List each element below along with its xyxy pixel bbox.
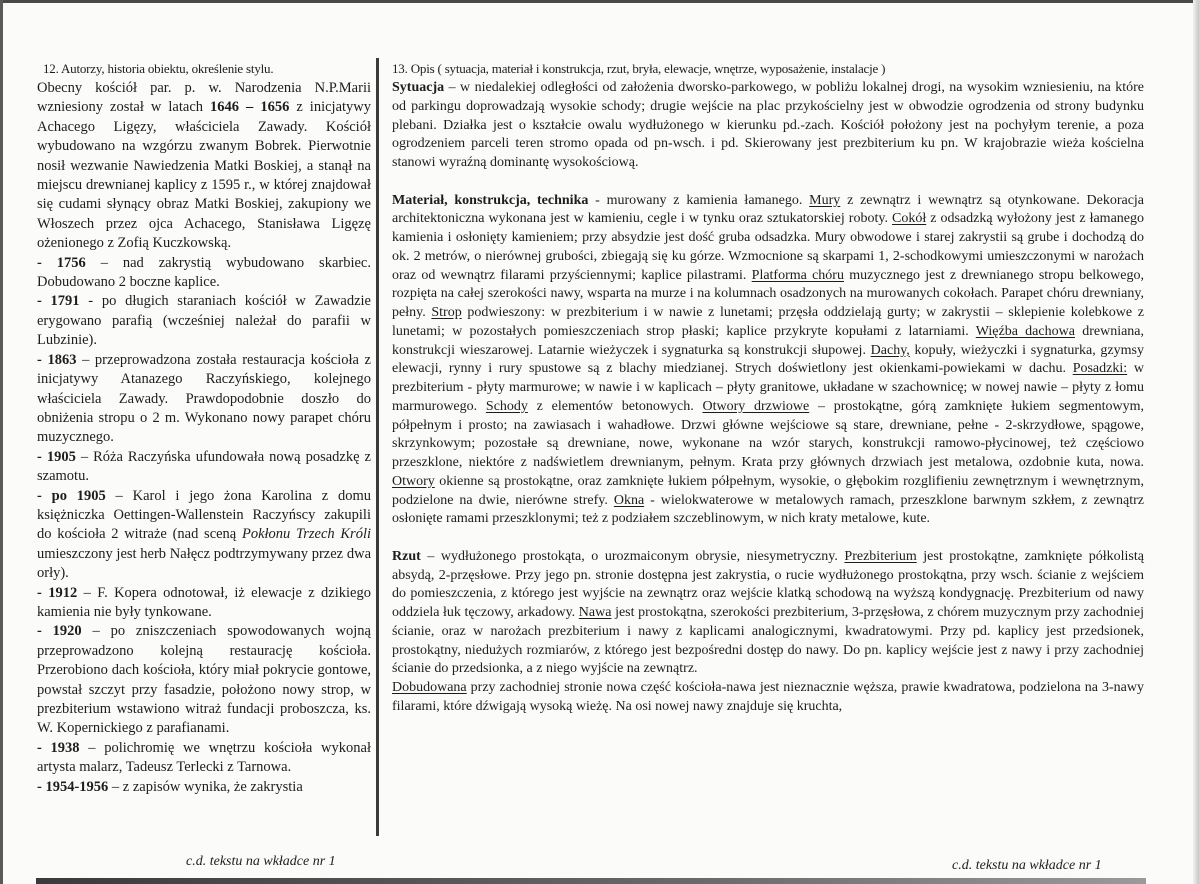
section-13-heading: 13. Opis ( sytuacja, materiał i konstrukcja, rzut, bryła, elewacje, wnętrze, wyposażenie, instalacje ) xyxy=(392,61,886,76)
scan-edge-bottom xyxy=(36,878,1146,884)
history-intro: Obecny kościół par. p. w. Narodzenia N.P.Marii wzniesiony został w latach 1646 – 1656 z inicjatywy Achacego Ligęzy, właściciela Zawady. Kościół wybudowano na wzgórzu zwanym Bobrek. Pierwotnie nosił wezwanie Nawiedzenia Matki Boskiej, a stanął na miejscu drewnianej kaplicy z 1595 r., w której znajdował się cudami słynący obraz Matki Boskiej, zakupiony we Włoszech przez ojca Achacego, Stanisława Ligęzę ożenionego z Zofią Kuczkowską. xyxy=(37,80,372,252)
history-body xyxy=(37,79,371,797)
history-entry-1954-1956: - 1954-1956 – z zapisów wynika, że zakrystia xyxy=(37,778,303,795)
description-body xyxy=(392,79,1144,717)
column-divider xyxy=(376,58,379,836)
history-entry-1920: - 1920 – po zniszczeniach spowodowanych wojną przeprowadzono kolejną restaurację kościoła. Przerobiono dach kościoła, który miał pokrycie gontowe, powstał szczyt przy fasadzie, położono nowy strop, w prezbiterium wstawiono witraż fundacji proboszcza, ks. W. Kopernickiego z parafianami. xyxy=(37,623,371,737)
history-entry-po-1905: - po 1905 – Karol i jego żona Karolina z domu księżniczka Oettingen-Wallenstein Raczyńscy zakupili do kościoła 2 witraże (nad sceną Pokłonu Trzech Króli umieszczony jest herb Nałęcz podtrzymywany przez dwa orły). xyxy=(37,487,372,582)
paragraph-material: Materiał, konstrukcja, technika - murowany z kamienia łamanego. Mury z zewnątrz i wewnątrz są otynkowane. Dekoracja architektoniczna wykonana jest w kamieniu, cegle i w tynku oraz sztukatorskiej roboty. Cokół z odsadzką wyłożony jest z łamanego kamienia i osłonięty kamieniem; przy absydzie jest dość gruba odsadzka. Mury obwodowe i starej zakrystii są grube i dochodzą do ok. 2 metrów, o nierównej grubości, zbiegają się ku górze. Wzmocnione są skarpami 1, 2-schodkowymi umieszczonymi w narożach oraz od wewnątrz filarami przyściennymi; kaplice pilastrami. Platforma chóru muzycznego jest z drewnianego stropu belkowego, rozpięta na całej szerokości nawy, wsparta na murze i na kolumnach osadzonych na murowanych cokołach. Parapet chóru drewniany, pełny. Strop podwieszony: w prezbiterium i w nawie z lunetami; przęsła oddzielają gurty; w zakrystii – sklepienie kolebkowe z lunetami; w pozostałych pomieszczeniach strop płaski; kaplice przykryte kopułami z latarniami. Więźba dachowa drewniana, konstrukcji wieszarowej. Latarnie wieżyczek i sygnaturka są konstrukcji słupowej. Dachy, kopuły, wieżyczki i sygnaturka, gzymsy elewacji, rynny i rury spustowe są z blachy miedzianej. Strych doświetlony jest okienkami-powiekami w dachu. Posadzki: w prezbiterium - płyty marmurowe; w nawie i w kaplicach – płyty granitowe, układane w szachownicę; w nowej nawie – płyty z łomu marmurowego. Schody z elementów betonowych. Otwory drzwiowe – prostokątne, górą zamknięte łukiem segmentowym, półpełnym i prosto; na zawiasach i wahadłowe. Drzwi główne wejściowe są stare, drewniane, pełne - 2-skrzydłowe, spągowe, skrzynkowym; pozostałe są drewniane, nowe, wykonane na wzór starych, konstrukcji ramowo-płycinowej, też częściowo przeszklone, niektóre z nadświetlem drewnianym, pełnym. Krata przy głównych drzwiach jest metalowa, ozdobnie kuta, nowa. Otwory okienne są prostokątne, oraz zamknięte łukiem półpełnym, wysokie, o głębokim rozglifieniu zewnętrznym i wewnętrznym, podzielone na dwie, nierówne strefy. Okna - wielokwaterowe w metalowych ramach, przeszklone barwnym szkłem, z zewnątrz osłonięte ramami przeszklonymi; też z podziałem szczeblinowym, w nich kraty metalowe, kute. xyxy=(392,192,1145,527)
section-13-description xyxy=(392,61,1144,717)
scan-edge-top xyxy=(0,0,1199,3)
paragraph-rzut: Rzut – wydłużonego prostokąta, o urozmaiconym obrysie, niesymetryczny. Prezbiterium jest prostokątne, zamknięte półkolistą absydą, 2-przęsłowe. Przy jego pn. stronie dostępna jest zakrystia, o rucie wydłużonego prostokątna, przy wsch. ścianie z wejściem do pomieszczenia, z którego jest wyjście na zewnątrz oraz wejście klatką schodową na wyższą kondygnację. Prezbiterium od nawy oddziela łuk tęczowy, arkadowy. Nawa jest prostokątna, szerokości prezbiterium, 3-przęsłowa, z chórem muzycznym przy zachodniej ścianie, oraz w narożach prezbiterium i nawy z kaplicami analogicznymi, kwadratowymi. Przy pd. kaplicy jest przedsionek, prostokątny, niedużych rozmiarów, z którego jest bezpośredni dostęp do nawy. Do pn. kaplicy wejście jest z nawy i przy zachodniej ścianie do przedsionka, a z niego wyjście na zewnątrz. xyxy=(392,548,1144,677)
paragraph-dobudowana: Dobudowana przy zachodniej stronie nowa część kościoła-nawa jest nieznacznie węższa, prawie kwadratowa, podzielona na 3-nawy filarami, które dźwigają wysoką wieżę. Na osi nowej nawy znajduje się kruchta, xyxy=(392,680,1144,714)
history-entry-1938: - 1938 – polichromię we wnętrzu kościoła wykonał artysta malarz, Tadeusz Terlecki z Tarnowa. xyxy=(37,739,371,776)
history-entry-1912: - 1912 – F. Kopera odnotował, iż elewacje z dzikiego kamienia nie były tynkowane. xyxy=(37,584,371,620)
section-12-history xyxy=(37,61,371,797)
history-entry-1863: - 1863 – przeprowadzona została restauracja kościoła z inicjatywy Atanazego Raczyńskiego, kolejnego właściciela Zawady. Prawdopodobnie doszło do obniżenia stropu o 2 m. Wykonano nowy parapet chóru muzycznego. xyxy=(37,351,371,446)
history-entry-1756: - 1756 – nad zakrystią wybudowano skarbiec. Dobudowano 2 boczne kaplice. xyxy=(37,254,371,291)
paragraph-sytuacja: Sytuacja – w niedalekiej odległości od założenia dworsko-parkowego, w pobliżu lokalnej drogi, na wysokim wzniesieniu, na które od parkingu doprowadzają wysokie schody; drugie wejście na plac przykościelny jest w obwodzie ogrodzenia od strony budynku plebani. Działka jest o kształcie owalu wydłużonego w kierunku pd.-zach. Kościół położony jest na pochyłym terenie, a poza ogrodzeniem parceli teren stromo opada od pn-wsch. i pd. Skierowany jest prezbiterium ku pn. W krajobrazie wieża kościelna stanowi wyraźną dominantę wysokościową. xyxy=(392,80,1144,170)
history-entry-1791: - 1791 - po długich staraniach kościół w Zawadzie erygowano parafią (wcześniej należał do parafii w Lubzinie). xyxy=(37,293,371,349)
scan-edge-left xyxy=(0,0,3,884)
history-entry-1905: - 1905 – Róża Raczyńska ufundowała nową posadzkę z szamotu. xyxy=(37,448,371,485)
continued-note-right: c.d. tekstu na wkładce nr 1 xyxy=(952,858,1102,873)
continued-note-left: c.d. tekstu na wkładce nr 1 xyxy=(186,854,336,869)
scan-edge-right xyxy=(1193,0,1199,884)
section-12-heading: 12. Autorzy, historia obiektu, określenie stylu. xyxy=(43,61,274,76)
